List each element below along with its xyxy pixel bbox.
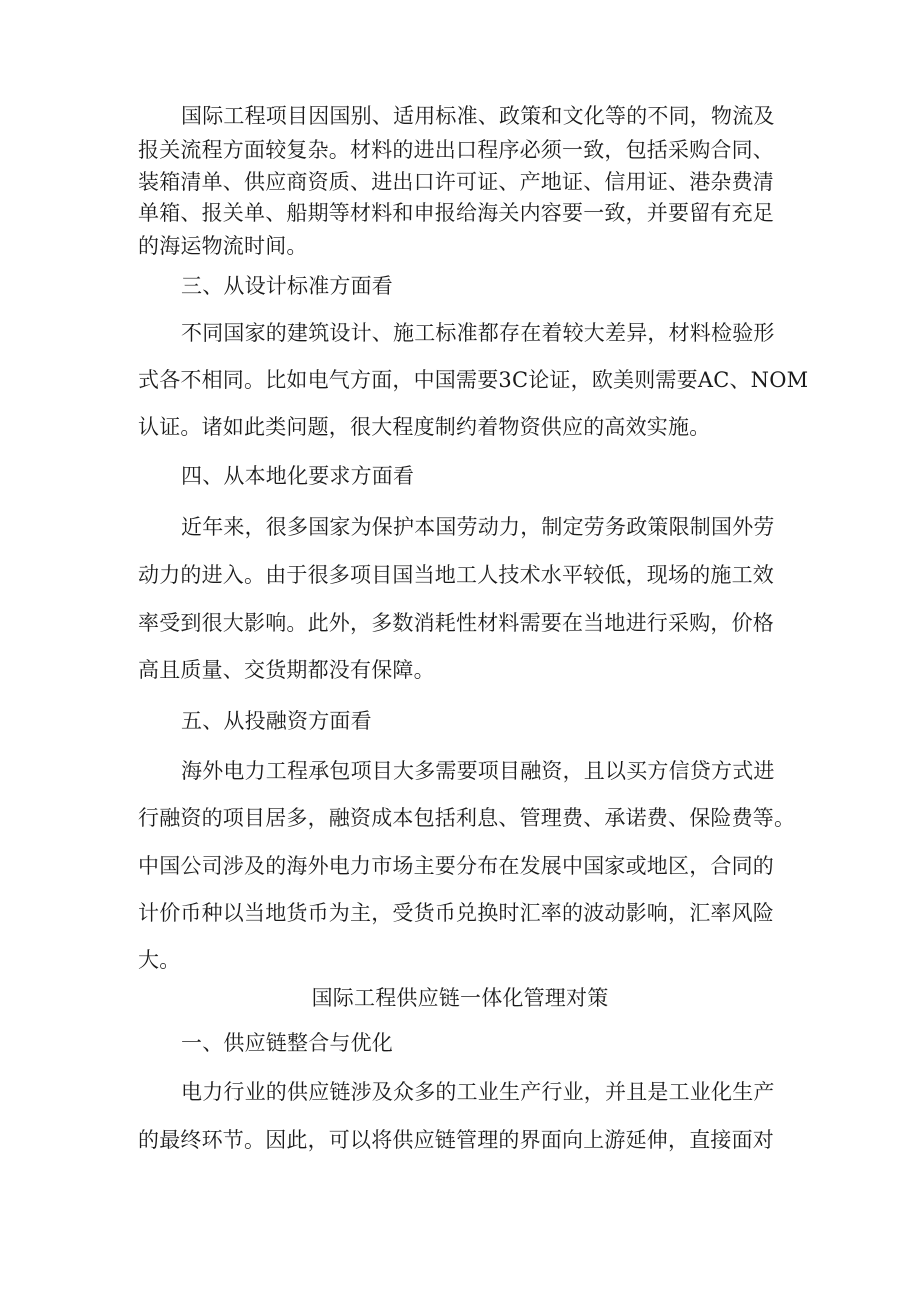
- paragraph-line: 单箱、报关单、船期等材料和申报给海关内容要一致，并要留有充足: [138, 201, 774, 225]
- paragraph-line: 电力行业的供应链涉及众多的工业生产行业，并且是工业化生产: [181, 1080, 775, 1104]
- chapter-title: 国际工程供应链一体化管理对策: [311, 986, 609, 1010]
- paragraph-line: 行融资的项目居多，融资成本包括利息、管理费、承诺费、保险费等。: [138, 806, 796, 830]
- paragraph-line: 计价币种以当地货币为主，受货币兑换时汇率的波动影响，汇率风险: [138, 901, 774, 925]
- paragraph-line: 中国公司涉及的海外电力市场主要分布在发展中国家或地区，合同的: [138, 854, 774, 878]
- paragraph-line: 高且质量、交货期都没有保障。: [138, 658, 435, 682]
- paragraph-line: 国际工程项目因国别、适用标准、政策和文化等的不同，物流及: [181, 104, 775, 128]
- section-heading: 五、从投融资方面看: [181, 709, 372, 733]
- paragraph-line: 的海运物流时间。: [138, 234, 308, 258]
- section-heading: 三、从设计标准方面看: [181, 274, 393, 298]
- section-heading: 一、供应链整合与优化: [181, 1031, 393, 1055]
- paragraph-line: 动力的进入。由于很多项目国当地工人技术水平较低，现场的施工效: [138, 563, 774, 587]
- paragraph-line: 海外电力工程承包项目大多需要项目融资，且以买方信贷方式进: [181, 759, 775, 783]
- section-heading: 四、从本地化要求方面看: [181, 464, 415, 488]
- paragraph-line: 大。: [138, 948, 181, 972]
- paragraph-line: 式各不相同。比如电气方面，中国需要3C论证，欧美则需要AC、NOM: [138, 368, 809, 392]
- paragraph-line: 的最终环节。因此，可以将供应链管理的界面向上游延伸，直接面对: [138, 1128, 774, 1152]
- paragraph-line: 近年来，很多国家为保护本国劳动力，制定劳务政策限制国外劳: [181, 515, 775, 539]
- paragraph-line: 认证。诸如此类问题，很大程度制约着物资供应的高效实施。: [138, 415, 711, 439]
- paragraph-line: 率受到很大影响。此外，多数消耗性材料需要在当地进行采购，价格: [138, 611, 774, 635]
- paragraph-line: 不同国家的建筑设计、施工标准都存在着较大差异，材料检验形: [181, 321, 775, 345]
- paragraph-line: 装箱清单、供应商资质、进出口许可证、产地证、信用证、港杂费清: [138, 170, 774, 194]
- paragraph-line: 报关流程方面较复杂。材料的进出口程序必须一致，包括采购合同、: [138, 138, 774, 162]
